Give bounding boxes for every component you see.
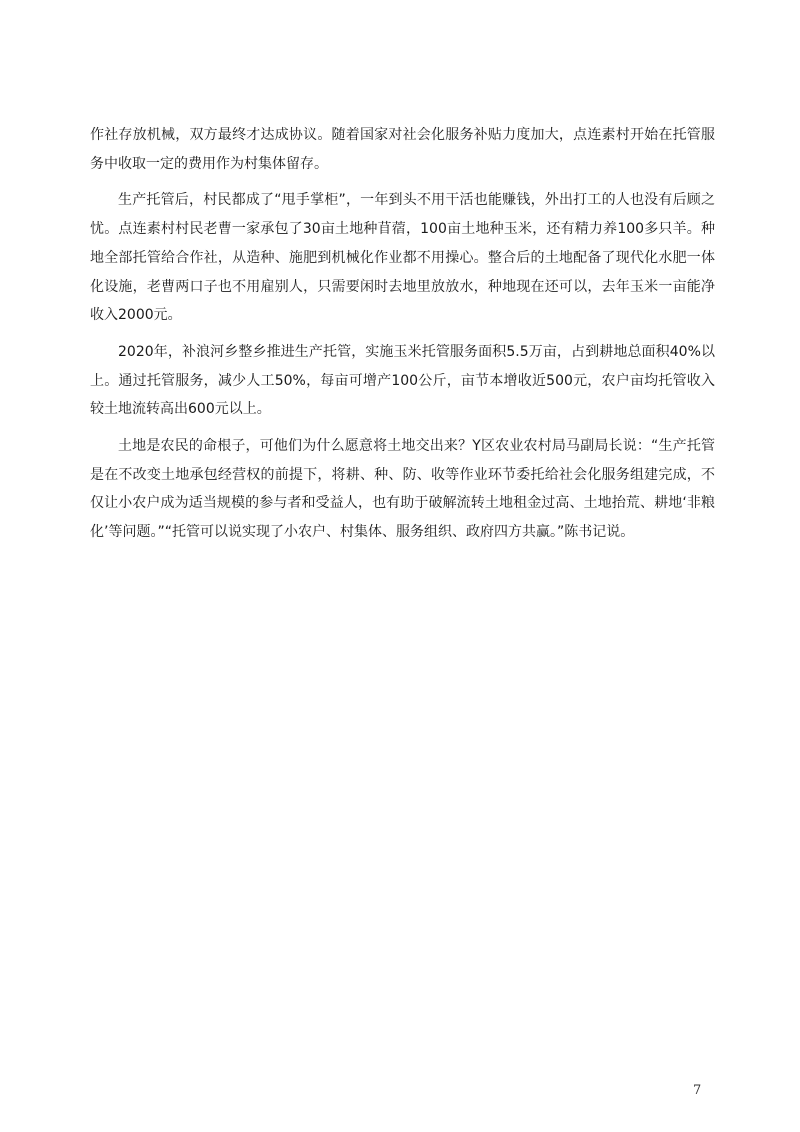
paragraph-official-quote: 土地是农民的命根子，可他们为什么愿意将土地交出来？Y区农业农村局马副局长说：“生产托管是在不改变土地承包经营权的前提下，将耕、种、防、收等作业环节委托给社会化服务组建完成，不仅让小农户成为适当规模的参与者和受益人，也有助于破解流转土地租金过高、土地抬荒、耕地‘非粮化’等问题。”“托管可以说实现了小农户、村集体、服务组织、政府四方共赢。”陈书记说。 [90,438,715,541]
page-number: 7 [693,1083,702,1098]
article-body [90,121,715,555]
paragraph-statistics-2020: 2020年，补浪河乡整乡推进生产托管，实施玉米托管服务面积5.5万亩，占到耕地总面积40%以上。通过托管服务，减少人工50%，每亩可增产100公斤，亩节本增收近500元，农户亩均托管收入较土地流转高出600元以上。 [90,343,715,418]
paragraph-continuation: 作社存放机械，双方最终才达成协议。随着国家对社会化服务补贴力度加大，点连素村开始在托管服务中收取一定的费用作为村集体留存。 [90,127,715,172]
paragraph-farmer-story: 生产托管后，村民都成了“甩手掌柜”，一年到头不用干活也能赚钱，外出打工的人也没有后顾之忧。点连素村村民老曹一家承包了30亩土地种苜蓿，100亩土地种玉米，还有精力养100多只羊。种地全部托管给合作社，从造种、施肥到机械化作业都不用操心。整合后的土地配备了现代化水肥一体化设施，老曹两口子也不用雇别人，只需要闲时去地里放放水，种地现在还可以，去年玉米一亩能净收入2000元。 [90,192,715,324]
